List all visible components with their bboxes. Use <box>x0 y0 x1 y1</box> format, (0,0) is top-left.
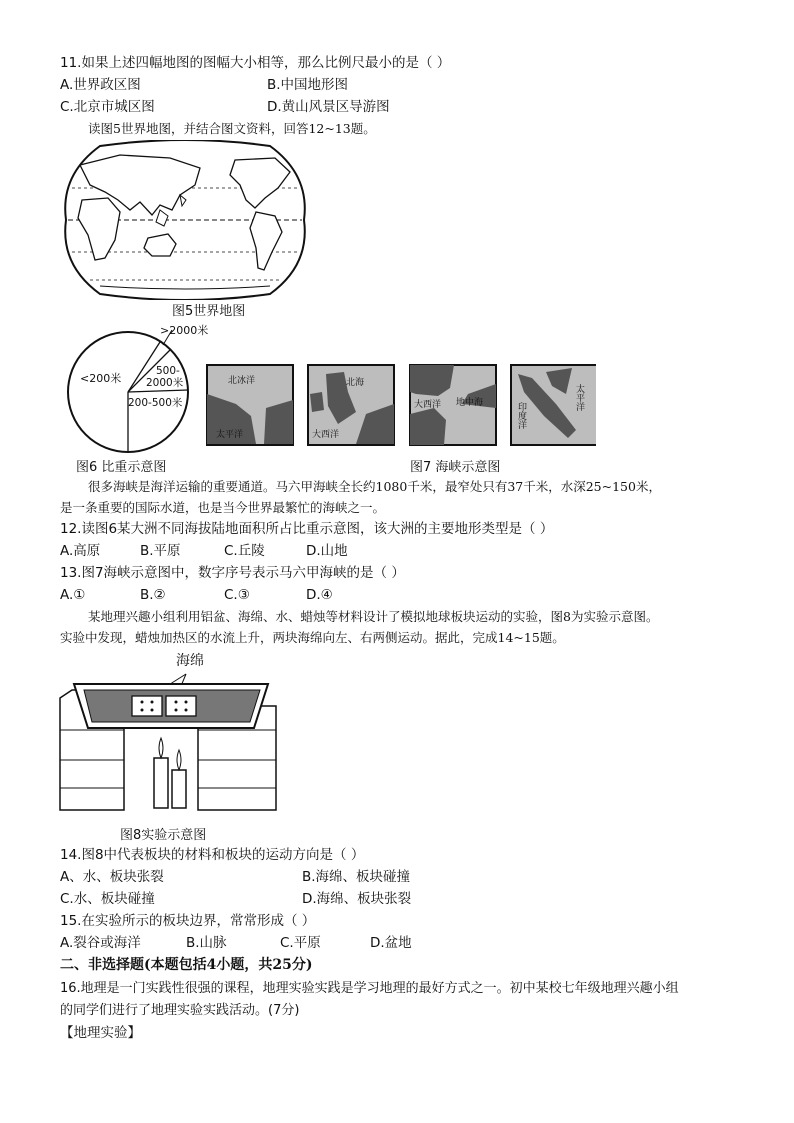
fig6-label-500: 500- <box>156 365 180 377</box>
fig6-label-over-2000: >2000米 <box>160 324 209 337</box>
q15-stem: 15.在实验所示的板块边界，常常形成（ ） <box>60 913 316 929</box>
q12-option-d[interactable]: D.山地 <box>306 543 348 559</box>
q12-stem: 12.读图6某大洲不同海拔陆地面积所占比重示意图，该大洲的主要地形类型是（ ） <box>60 521 554 537</box>
fig7-label-8: 印度洋 <box>516 402 526 429</box>
q16-line-1: 16.地理是一门实践性很强的课程，地理实验实践是学习地理的最好方式之一。初中某校七年级地理兴趣小组 <box>60 981 679 996</box>
passage-strait-line-1: 很多海峡是海洋运输的重要通道。马六甲海峡全长约1080千米，最窄处只有37千米，水深25~150米， <box>88 479 661 494</box>
q12-option-c[interactable]: C.丘陵 <box>224 543 265 559</box>
fig7-label-4: 大西洋 <box>312 430 340 440</box>
q14-option-a[interactable]: A、水、板块张裂 <box>60 869 164 885</box>
fig7-label-7: 太平洋 <box>574 384 584 411</box>
q12-option-a[interactable]: A.高原 <box>60 543 101 559</box>
fig7-label-5: 大西洋 <box>414 400 442 410</box>
intro-fig5: 读图5世界地图，并结合图文资料，回答12~13题。 <box>88 121 376 136</box>
q14-option-c[interactable]: C.水、板块碰撞 <box>60 891 155 907</box>
fig7-caption: 图7 海峡示意图 <box>410 460 501 475</box>
q11-option-a[interactable]: A.世界政区图 <box>60 77 141 93</box>
fig7-label-3: 北海 <box>346 378 365 388</box>
q11-option-c[interactable]: C.北京市城区图 <box>60 99 155 115</box>
q15-option-a[interactable]: A.裂谷或海洋 <box>60 935 141 951</box>
passage-experiment-line-1: 某地理兴趣小组利用铝盆、海绵、水、蜡烛等材料设计了模拟地球板块运动的实验，图8为实验示意图。 <box>88 609 659 624</box>
fig6-label-200-500: 200-500米 <box>128 397 183 409</box>
q11-stem: 11.如果上述四幅地图的图幅大小相等，那么比例尺最小的是（ ） <box>60 55 451 71</box>
fig7-label-6: 地中海 <box>456 398 484 408</box>
fig6-label-under-200: <200米 <box>80 372 122 385</box>
q12-option-b[interactable]: B.平原 <box>140 543 181 559</box>
q13-stem: 13.图7海峡示意图中，数字序号表示马六甲海峡的是（ ） <box>60 565 405 581</box>
fig6-caption: 图6 比重示意图 <box>76 460 167 475</box>
q15-option-d[interactable]: D.盆地 <box>370 935 412 951</box>
fig5-caption: 图5世界地图 <box>172 304 246 319</box>
fig7-label-2: 太平洋 <box>216 430 244 440</box>
q14-stem: 14.图8中代表板块的材料和板块的运动方向是（ ） <box>60 847 365 863</box>
q11-option-b[interactable]: B.中国地形图 <box>267 77 349 93</box>
passage-strait-line-2: 是一条重要的国际水道，也是当今世界最繁忙的海峡之一。 <box>60 500 386 515</box>
q13-option-a[interactable]: A.① <box>60 587 86 603</box>
fig8-label-sponge: 海绵 <box>176 653 204 669</box>
passage-experiment-line-2: 实验中发现，蜡烛加热区的水流上升，两块海绵向左、右两侧运动。据此，完成14~15题。 <box>60 630 565 645</box>
figure-5-world-map <box>60 140 310 300</box>
q11-option-d[interactable]: D.黄山风景区导游图 <box>267 99 390 115</box>
fig7-label-1: 北冰洋 <box>228 376 256 386</box>
section-2-heading: 二、非选择题(本题包括4小题，共25分) <box>60 957 313 973</box>
figure-7-straits <box>206 364 596 448</box>
q15-option-b[interactable]: B.山脉 <box>186 935 227 951</box>
q13-option-c[interactable]: C.③ <box>224 587 250 603</box>
q14-option-d[interactable]: D.海绵、板块张裂 <box>302 891 412 907</box>
q13-option-b[interactable]: B.② <box>140 587 166 603</box>
figure-8-experiment <box>58 668 280 820</box>
q13-option-d[interactable]: D.④ <box>306 587 333 603</box>
q14-option-b[interactable]: B.海绵、板块碰撞 <box>302 869 411 885</box>
fig8-caption: 图8实验示意图 <box>120 828 207 843</box>
q16-line-2: 的同学们进行了地理实验实践活动。(7分) <box>60 1003 300 1018</box>
fig6-label-2000: 2000米 <box>146 377 184 389</box>
q15-option-c[interactable]: C.平原 <box>280 935 321 951</box>
sub-heading-geo-experiment: 【地理实验】 <box>60 1025 141 1041</box>
